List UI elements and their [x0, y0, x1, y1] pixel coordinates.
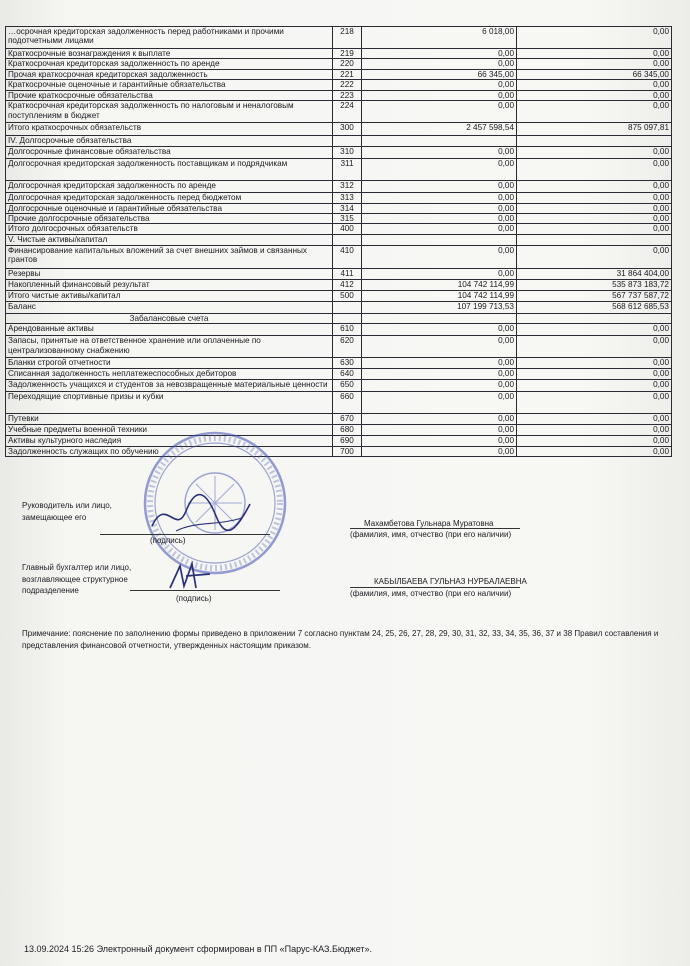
cell-code: 314 [333, 203, 362, 213]
cell-v1: 0,00 [362, 369, 517, 379]
cell-name: Итого чистые активы/капитал [6, 290, 333, 301]
cell-name: Прочие краткосрочные обязательства [6, 90, 333, 100]
cell-v2: 0,00 [517, 27, 672, 49]
cell-v1: 0,00 [362, 80, 517, 90]
head-full-name: Махамбетова Гульнара Муратовна [364, 519, 494, 528]
cell-v1: 0,00 [362, 224, 517, 235]
table-row [6, 90, 672, 100]
cell-name: Задолженность учащихся и студентов за невозвращенные материальные ценности [6, 379, 333, 391]
cell-v1 [362, 136, 517, 147]
cell-code: 220 [333, 59, 362, 69]
table-row [6, 324, 672, 336]
table-row [6, 101, 672, 123]
accountant-signature-line [130, 590, 280, 591]
cell-code: 223 [333, 90, 362, 100]
cell-name: Краткосрочные оценочные и гарантийные обязательства [6, 80, 333, 90]
table-row [6, 301, 672, 313]
cell-v1: 0,00 [362, 49, 517, 59]
cell-v1 [362, 313, 517, 323]
cell-v2: 0,00 [517, 391, 672, 413]
cell-v2: 0,00 [517, 413, 672, 424]
cell-v2: 568 612 685,53 [517, 301, 672, 313]
table-row [6, 213, 672, 223]
cell-code: 310 [333, 147, 362, 159]
table-row [6, 268, 672, 279]
cell-v1: 0,00 [362, 391, 517, 413]
table-row [6, 413, 672, 424]
cell-v2: 875 097,81 [517, 123, 672, 136]
cell-v1: 0,00 [362, 101, 517, 123]
cell-v2: 0,00 [517, 203, 672, 213]
table-row [6, 69, 672, 79]
table-row [6, 159, 672, 181]
cell-code [333, 313, 362, 323]
cell-v1: 2 457 598,54 [362, 123, 517, 136]
cell-v2: 0,00 [517, 80, 672, 90]
cell-name: Краткосрочная кредиторская задолженность по аренде [6, 59, 333, 69]
cell-name: Прочая краткосрочная кредиторская задолженность [6, 69, 333, 79]
table-row [6, 245, 672, 268]
cell-v1: 0,00 [362, 90, 517, 100]
cell-v2: 567 737 587,72 [517, 290, 672, 301]
cell-v2 [517, 136, 672, 147]
cell-code: 630 [333, 358, 362, 369]
cell-v1: 0,00 [362, 159, 517, 181]
table-row [6, 435, 672, 446]
cell-name: Долгосрочная кредиторская задолженность поставщикам и подрядчикам [6, 159, 333, 181]
cell-v2: 0,00 [517, 224, 672, 235]
table-row [6, 123, 672, 136]
cell-v1: 0,00 [362, 324, 517, 336]
table-row [6, 80, 672, 90]
cell-name: Путевки [6, 413, 333, 424]
cell-v2: 0,00 [517, 49, 672, 59]
cell-v1: 0,00 [362, 147, 517, 159]
table-row [6, 313, 672, 323]
cell-code: 670 [333, 413, 362, 424]
cell-code [333, 301, 362, 313]
accountant-full-name: КАБЫЛБАЕВА ГУЛЬНАЗ НУРБАЛАЕВНА [374, 577, 527, 586]
head-label: Руководитель или лицо, замещающее его [22, 501, 112, 522]
cell-v1: 0,00 [362, 268, 517, 279]
cell-v2: 0,00 [517, 435, 672, 446]
footnote: Примечание: пояснение по заполнению формы приведено в приложении 7 согласно пунктам 24, 25, 26, 27, 28, 29, 30, 31, 32, 33, 34, 35, 36, 37 и 38 Правил составления и представления финансовой отчетности, утвержденных настоящим приказом. [22, 629, 659, 650]
cell-v1: 0,00 [362, 413, 517, 424]
cell-v2: 0,00 [517, 379, 672, 391]
cell-v2 [517, 235, 672, 245]
table-row [6, 446, 672, 456]
cell-name: Долгосрочные финансовые обязательства [6, 147, 333, 159]
cell-v2 [517, 313, 672, 323]
cell-v1: 0,00 [362, 446, 517, 456]
cell-v2: 0,00 [517, 245, 672, 268]
cell-v2: 31 864 404,00 [517, 268, 672, 279]
accountant-signature-caption: (подпись) [176, 594, 212, 603]
cell-name: Накопленный финансовый результат [6, 279, 333, 290]
table-row [6, 358, 672, 369]
cell-name: Списанная задолженность неплатежеспособных дебиторов [6, 369, 333, 379]
cell-v1: 0,00 [362, 336, 517, 358]
cell-code: 650 [333, 379, 362, 391]
table-row [6, 193, 672, 203]
cell-v2: 0,00 [517, 358, 672, 369]
cell-code: 410 [333, 245, 362, 268]
cell-name: Резервы [6, 268, 333, 279]
cell-name: Краткосрочные вознаграждения к выплате [6, 49, 333, 59]
cell-v2: 0,00 [517, 147, 672, 159]
footer-generated-note: 13.09.2024 15:26 Электронный документ сформирован в ПП «Парус-КАЗ.Бюджет». [24, 944, 373, 954]
cell-v2: 0,00 [517, 424, 672, 435]
cell-name: Долгосрочные оценочные и гарантийные обязательства [6, 203, 333, 213]
cell-name: Забалансовые счета [6, 313, 333, 323]
cell-name: Долгосрочная кредиторская задолженность перед бюджетом [6, 193, 333, 203]
cell-code: 315 [333, 213, 362, 223]
cell-code: 300 [333, 123, 362, 136]
head-signature-caption: (подпись) [150, 536, 186, 545]
table-row [6, 336, 672, 358]
cell-name: Баланс [6, 301, 333, 313]
cell-v1: 0,00 [362, 59, 517, 69]
cell-name: Задолженность служащих по обучению [6, 446, 333, 456]
table-row [6, 147, 672, 159]
table-row [6, 290, 672, 301]
cell-v1: 0,00 [362, 181, 517, 193]
cell-name: Финансирование капитальных вложений за счет внешних займов и связанных грантов [6, 245, 333, 268]
head-name-caption: (фамилия, имя, отчество (при его наличии) [350, 530, 512, 539]
cell-code: 620 [333, 336, 362, 358]
cell-name: Краткосрочная кредиторская задолженность по налоговым и неналоговым поступлениям в бюджет [6, 101, 333, 123]
cell-v2: 66 345,00 [517, 69, 672, 79]
table-row [6, 424, 672, 435]
cell-v1: 107 199 713,53 [362, 301, 517, 313]
cell-v2: 0,00 [517, 181, 672, 193]
table-row [6, 181, 672, 193]
cell-code: 690 [333, 435, 362, 446]
cell-code: 660 [333, 391, 362, 413]
cell-name: Переходящие спортивные призы и кубки [6, 391, 333, 413]
cell-v1: 0,00 [362, 203, 517, 213]
accountant-label: Главный бухгалтер или лицо, возглавляющее структурное подразделение [22, 563, 132, 596]
cell-code: 311 [333, 159, 362, 181]
cell-v2: 0,00 [517, 193, 672, 203]
cell-v1: 0,00 [362, 379, 517, 391]
cell-v1: 0,00 [362, 213, 517, 223]
cell-v1 [362, 235, 517, 245]
cell-v1: 0,00 [362, 245, 517, 268]
cell-v2: 0,00 [517, 59, 672, 69]
cell-v1: 0,00 [362, 358, 517, 369]
cell-name: IV. Долгосрочные обязательства [6, 136, 333, 147]
table-row [6, 224, 672, 235]
cell-code: 218 [333, 27, 362, 49]
cell-v2: 0,00 [517, 369, 672, 379]
cell-code: 412 [333, 279, 362, 290]
cell-code: 500 [333, 290, 362, 301]
table-row [6, 59, 672, 69]
cell-name: Прочие долгосрочные обязательства [6, 213, 333, 223]
cell-v1: 104 742 114,99 [362, 279, 517, 290]
cell-v1: 104 742 114,99 [362, 290, 517, 301]
cell-name: …осрочная кредиторская задолженность перед работниками и прочими подотчетными лицами [6, 27, 333, 49]
cell-name: Бланки строгой отчетности [6, 358, 333, 369]
table-row [6, 235, 672, 245]
cell-v2: 0,00 [517, 446, 672, 456]
cell-code: 700 [333, 446, 362, 456]
cell-v1: 0,00 [362, 424, 517, 435]
table-row [6, 379, 672, 391]
cell-v2: 0,00 [517, 90, 672, 100]
cell-code: 400 [333, 224, 362, 235]
balance-table [5, 26, 672, 457]
cell-name: V. Чистые активы/капитал [6, 235, 333, 245]
cell-code: 640 [333, 369, 362, 379]
cell-name: Долгосрочная кредиторская задолженность по аренде [6, 181, 333, 193]
cell-v1: 0,00 [362, 435, 517, 446]
table-row [6, 203, 672, 213]
cell-code [333, 235, 362, 245]
cell-code: 224 [333, 101, 362, 123]
cell-code: 313 [333, 193, 362, 203]
cell-v2: 0,00 [517, 336, 672, 358]
cell-name: Активы культурного наследия [6, 435, 333, 446]
cell-name: Арендованные активы [6, 324, 333, 336]
table-row [6, 391, 672, 413]
table-row [6, 27, 672, 49]
table-row [6, 49, 672, 59]
table-row [6, 369, 672, 379]
cell-v1: 6 018,00 [362, 27, 517, 49]
cell-code: 219 [333, 49, 362, 59]
cell-v2: 0,00 [517, 213, 672, 223]
accountant-signature-scribble [166, 560, 216, 594]
cell-name: Итого долгосрочных обязательств [6, 224, 333, 235]
cell-code: 411 [333, 268, 362, 279]
cell-code: 222 [333, 80, 362, 90]
cell-v2: 0,00 [517, 324, 672, 336]
cell-code: 680 [333, 424, 362, 435]
cell-v1: 0,00 [362, 193, 517, 203]
cell-v1: 66 345,00 [362, 69, 517, 79]
cell-v2: 0,00 [517, 101, 672, 123]
cell-name: Учебные предметы военной техники [6, 424, 333, 435]
table-row [6, 279, 672, 290]
cell-code: 221 [333, 69, 362, 79]
accountant-name-caption: (фамилия, имя, отчество (при его наличии) [350, 589, 512, 598]
cell-code: 312 [333, 181, 362, 193]
cell-v2: 0,00 [517, 159, 672, 181]
cell-code [333, 136, 362, 147]
cell-v2: 535 873 183,72 [517, 279, 672, 290]
cell-code: 610 [333, 324, 362, 336]
cell-name: Запасы, принятые на ответственное хранение или оплаченные по централизованному снабжению [6, 336, 333, 358]
table-row [6, 136, 672, 147]
cell-name: Итого краткосрочных обязательств [6, 123, 333, 136]
